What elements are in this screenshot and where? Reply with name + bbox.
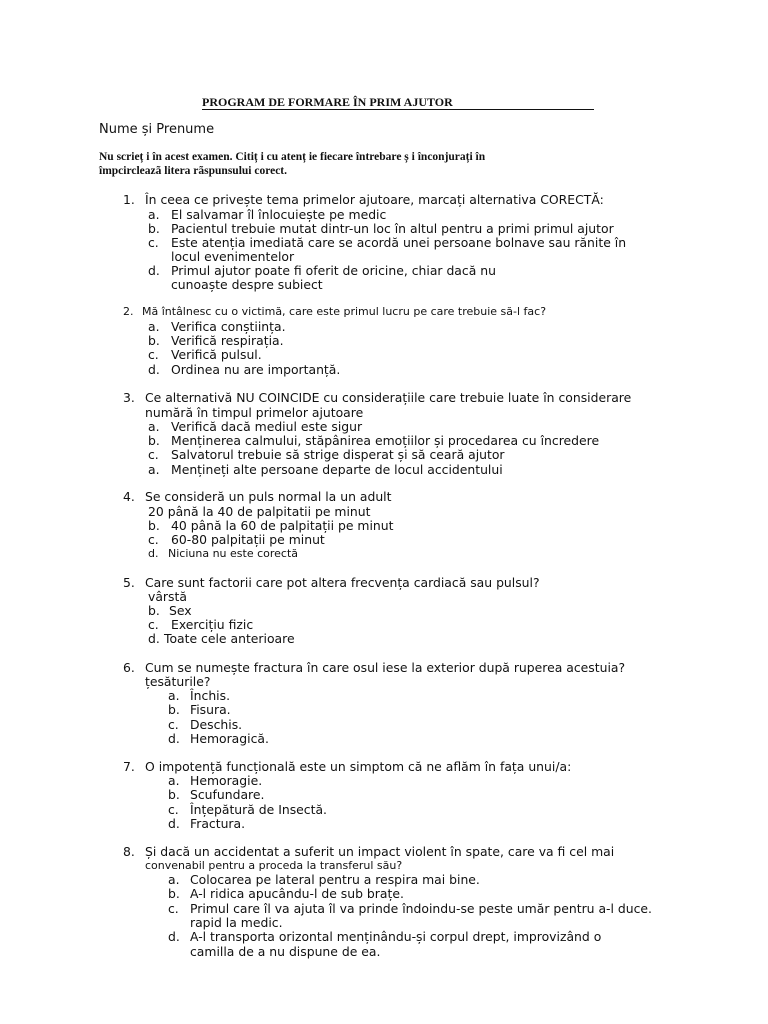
option-letter: a. bbox=[148, 419, 160, 434]
option-text: Menținerea calmului, stăpânirea emoțiilor și procedarea cu încredere bbox=[171, 433, 600, 448]
question-number: 8. bbox=[123, 844, 135, 859]
instructions bbox=[99, 150, 569, 178]
option-text: 40 până la 60 de palpitații pe minut bbox=[171, 518, 394, 533]
option-text: Toate cele anterioare bbox=[164, 631, 295, 646]
option-letter: a. bbox=[168, 688, 180, 703]
option-letter: a. bbox=[148, 462, 160, 477]
option-text-cont: locul evenimentelor bbox=[171, 249, 295, 264]
option-text: Exercițiu fizic bbox=[171, 617, 254, 632]
question-1-text bbox=[145, 193, 662, 207]
option-letter: b. bbox=[168, 702, 180, 717]
option-letter: b. bbox=[148, 518, 160, 533]
question-text: În ceea ce privește tema primelor ajutoare, marcați alternativa CORECTĂ: bbox=[145, 192, 604, 207]
option-text: vârstă bbox=[148, 589, 187, 604]
option-letter: b. bbox=[148, 433, 160, 448]
option-letter: c. bbox=[148, 235, 159, 250]
option-text: Pacientul trebuie mutat dintr-un loc în altul pentru a primi primul ajutor bbox=[171, 221, 614, 236]
option-letter: a. bbox=[148, 319, 160, 334]
option-text: Hemoragică. bbox=[190, 731, 269, 746]
option-letter: d. bbox=[168, 731, 180, 746]
question-number: 3. bbox=[123, 390, 135, 405]
option-letter: c. bbox=[148, 532, 159, 547]
option-text: Fisura. bbox=[190, 702, 231, 717]
option-letter: d. bbox=[148, 547, 159, 560]
question-number: 1. bbox=[123, 192, 135, 207]
option-letter: d. bbox=[148, 362, 160, 377]
question-number: 5. bbox=[123, 575, 135, 590]
option-letter: b. bbox=[168, 886, 180, 901]
option-text: Colocarea pe lateral pentru a respira mai bine. bbox=[190, 872, 480, 887]
option-letter: c. bbox=[148, 347, 159, 362]
question-text-cont: numără în timpul primelor ajutoare bbox=[145, 405, 364, 420]
option-text: Închis. bbox=[190, 688, 231, 703]
option-letter: a. bbox=[168, 773, 180, 788]
option-text: Niciuna nu este corectă bbox=[168, 547, 299, 560]
option-text: Ordinea nu are importanță. bbox=[171, 362, 341, 377]
question-number: 2. bbox=[123, 305, 134, 318]
option-text: Deschis. bbox=[190, 717, 243, 732]
option-text: Hemoragie. bbox=[190, 773, 263, 788]
option-letter: c. bbox=[168, 802, 179, 817]
option-text: A-l ridica apucându-l de sub brațe. bbox=[190, 886, 404, 901]
option-text: Verifică respirația. bbox=[171, 333, 284, 348]
option-text: 60-80 palpitații pe minut bbox=[171, 532, 325, 547]
option-text: Fractura. bbox=[190, 816, 246, 831]
option-letter: b. bbox=[148, 333, 160, 348]
question-number: 4. bbox=[123, 489, 135, 504]
instructions-line-2: împcircleazã litera rãspunsului corect. bbox=[99, 165, 288, 177]
question-number: 7. bbox=[123, 759, 135, 774]
option-letter: d. bbox=[148, 263, 160, 278]
option-letter: c. bbox=[168, 901, 179, 916]
name-label: Nume și Prenume bbox=[99, 122, 215, 137]
option-text: Verifica conștiința. bbox=[171, 319, 286, 334]
option-letter: a. bbox=[148, 207, 160, 222]
option-text: Verifică dacă mediul este sigur bbox=[171, 419, 363, 434]
option-text: A-l transporta orizontal menținându-și corpul drept, improvizând o bbox=[190, 929, 602, 944]
option-text: Salvatorul trebuie să strige disperat și să ceară ajutor bbox=[171, 447, 505, 462]
question-text: Se consideră un puls normal la un adult bbox=[145, 489, 392, 504]
question-text: Ce alternativă NU COINCIDE cu considerațiile care trebuie luate în considerare bbox=[145, 390, 632, 405]
option-text: Primul ajutor poate fi oferit de oricine, chiar dacă nu bbox=[171, 263, 496, 278]
page-title: PROGRAM DE FORMARE ÎN PRIM AJUTOR bbox=[202, 95, 594, 110]
option-text: Sex bbox=[169, 603, 192, 618]
option-letter: d. bbox=[168, 816, 180, 831]
option-text: Scufundare. bbox=[190, 787, 265, 802]
option-letter: d. bbox=[168, 929, 180, 944]
instructions-line-1: Nu scrieț i în acest examen. Citiț i cu atenț ie fiecare întrebare ș i înconjurați în bbox=[99, 151, 486, 163]
option-text: El salvamar îl înlocuiește pe medic bbox=[171, 207, 387, 222]
option-text-cont: cunoaște despre subiect bbox=[171, 277, 323, 292]
option-letter: b. bbox=[168, 787, 180, 802]
option-letter: b. bbox=[148, 603, 160, 618]
option-text-cont: camilla de a nu dispune de ea. bbox=[190, 944, 381, 959]
option-text: Înțepătură de Insectă. bbox=[190, 802, 327, 817]
option-text: Primul care îl va ajuta îl va prinde îndoindu-se peste umăr pentru a-l duce. bbox=[190, 901, 652, 916]
question-text: O impotență funcțională este un simptom că ne aflăm în fața unui/a: bbox=[145, 759, 572, 774]
option-letter: c. bbox=[148, 617, 159, 632]
question-text: Mă întâlnesc cu o victimă, care este primul lucru pe care trebuie să-l fac? bbox=[142, 305, 547, 318]
option-letter: c. bbox=[148, 447, 159, 462]
question-number: 6. bbox=[123, 660, 135, 675]
question-text-cont: convenabil pentru a proceda la transferul său? bbox=[145, 859, 403, 872]
question-text-cont: țesăturile? bbox=[145, 674, 211, 689]
option-letter: b. bbox=[148, 221, 160, 236]
question-text: Care sunt factorii care pot altera frecvența cardiacă sau pulsul? bbox=[145, 575, 540, 590]
option-text: 20 până la 40 de palpitatii pe minut bbox=[148, 504, 371, 519]
question-text: Și dacă un accidentat a suferit un impact violent în spate, care va fi cel mai bbox=[145, 844, 615, 859]
option-text-cont: rapid la medic. bbox=[190, 915, 283, 930]
option-text: Este atenția imediată care se acordă unei persoane bolnave sau rănite în bbox=[171, 235, 627, 250]
option-text: Mențineți alte persoane departe de locul accidentului bbox=[171, 462, 503, 477]
option-letter: c. bbox=[168, 717, 179, 732]
option-text: Verifică pulsul. bbox=[171, 347, 262, 362]
option-letter: a. bbox=[168, 872, 180, 887]
question-text: Cum se numește fractura în care osul iese la exterior după ruperea acestuia? bbox=[145, 660, 626, 675]
option-letter: d. bbox=[148, 631, 160, 646]
